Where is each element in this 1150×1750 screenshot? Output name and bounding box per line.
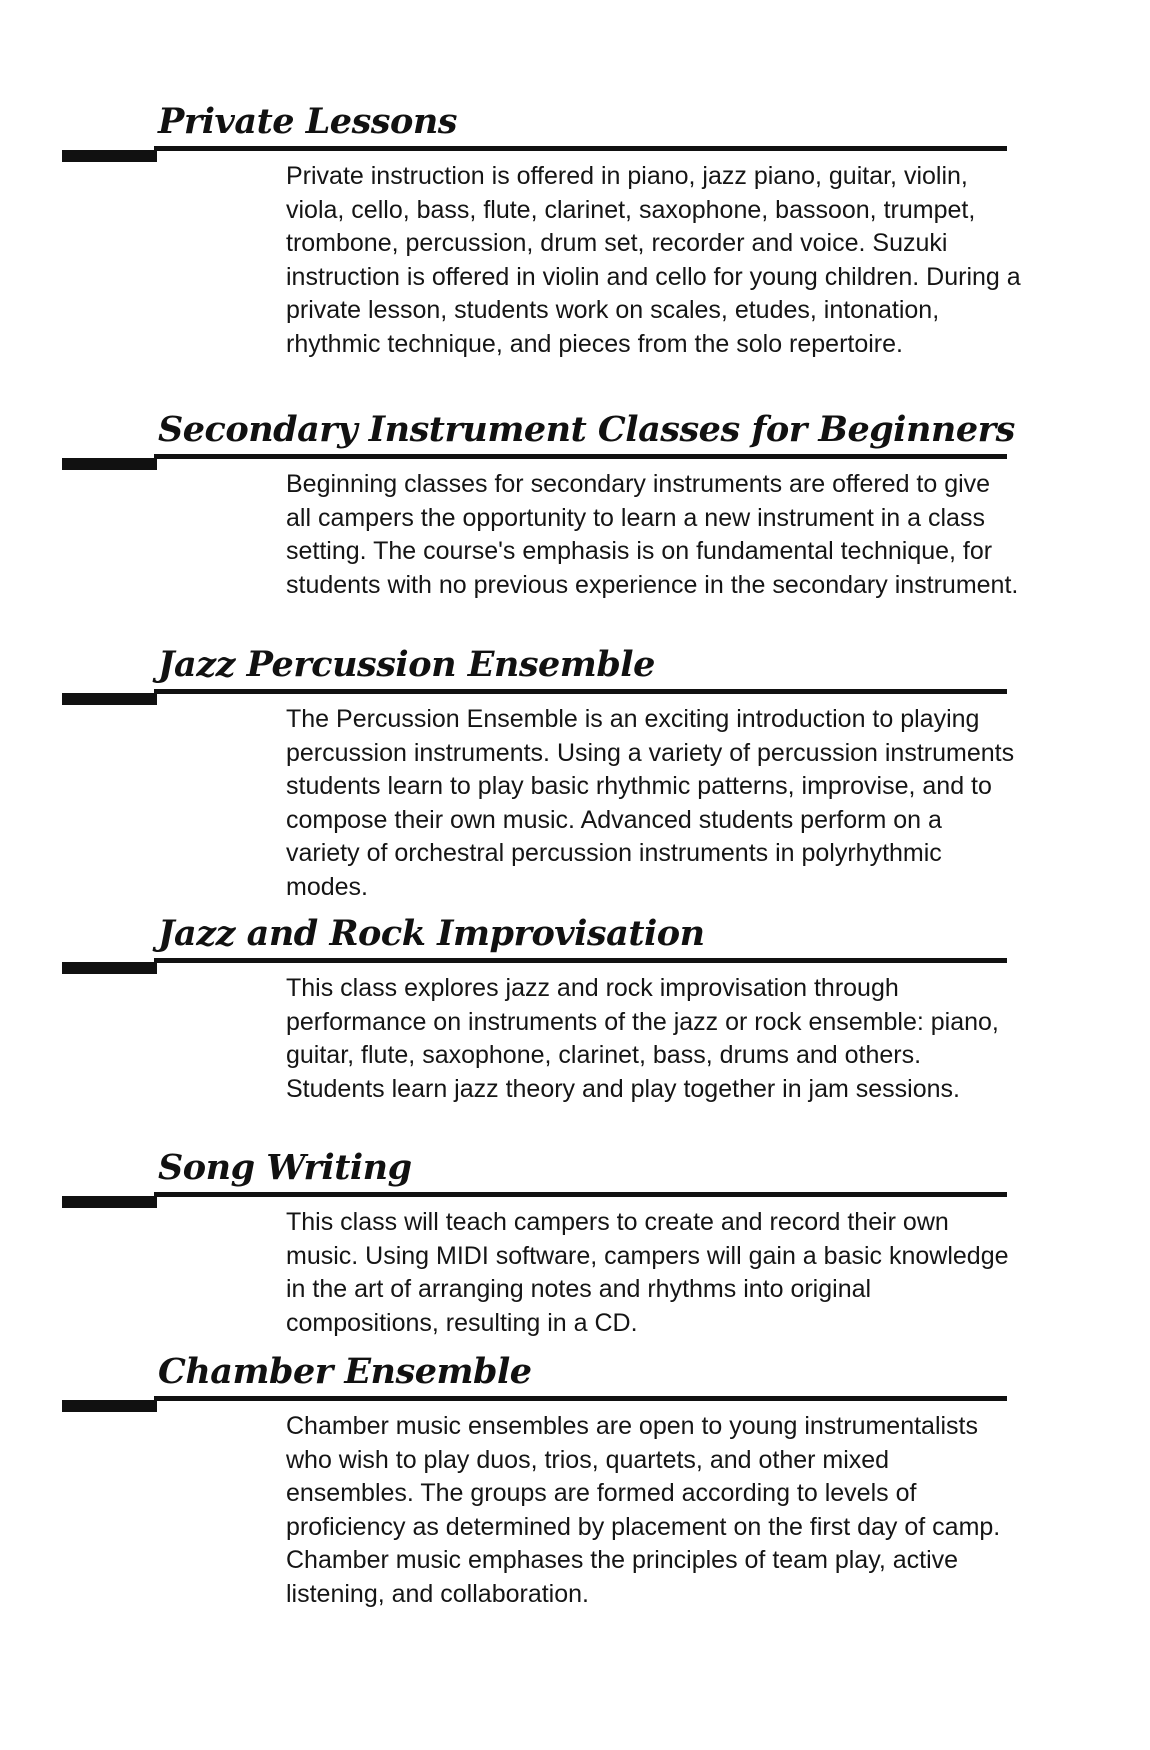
rule-tab bbox=[62, 458, 157, 470]
rule-line bbox=[154, 146, 1007, 151]
rule-line bbox=[154, 958, 1007, 963]
section-heading: Jazz Percussion Ensemble bbox=[158, 644, 655, 685]
section-heading: Chamber Ensemble bbox=[158, 1351, 532, 1392]
section-heading: Jazz and Rock Improvisation bbox=[158, 913, 705, 954]
rule-line bbox=[154, 689, 1007, 694]
section-body: The Percussion Ensemble is an exciting introduction to playing percussion instruments. Using a variety of percussion instruments students learn to play basic rhythmic patterns, improvise, and to compose their own music. Advanced students perform on a variety of orchestral percussion instruments in polyrhythmic modes. bbox=[286, 705, 1015, 901]
rule-line bbox=[154, 1192, 1007, 1197]
section-body: Private instruction is offered in piano, jazz piano, guitar, violin, viola, cello, bass, flute, clarinet, saxophone, bassoon, trumpet, trombone, percussion, drum set, recorder and voice. Suzuki instruction is offered in violin and cello for young children. During a private lesson, students work on scales, etudes, intonation, rhythmic technique, and pieces from the solo repertoire. bbox=[286, 162, 1021, 358]
section-body: Chamber music ensembles are open to young instrumentalists who wish to play duos, trios, quartets, and other mixed ensembles. The groups are formed according to levels of proficiency as determined by placement on the first day of camp. Chamber music emphases the principles of team play, active listening, and collaboration. bbox=[286, 1412, 1001, 1608]
section-body: This class explores jazz and rock improvisation through performance on instruments of the jazz or rock ensemble: piano, guitar, flute, saxophone, clarinet, bass, drums and others. Students learn jazz theory and play together in jam sessions. bbox=[286, 974, 999, 1103]
rule-tab bbox=[62, 962, 157, 974]
rule-line bbox=[154, 454, 1007, 459]
section-heading: Secondary Instrument Classes for Beginners bbox=[158, 409, 1015, 450]
section-heading: Song Writing bbox=[158, 1147, 412, 1188]
rule-tab bbox=[62, 1196, 157, 1208]
rule-tab bbox=[62, 150, 157, 162]
rule-tab bbox=[62, 693, 157, 705]
rule-tab bbox=[62, 1400, 157, 1412]
section-body: Beginning classes for secondary instruments are offered to give all campers the opportunity to learn a new instrument in a class setting. The course's emphasis is on fundamental technique, for students with no previous experience in the secondary instrument. bbox=[286, 470, 1019, 599]
section-heading: Private Lessons bbox=[158, 101, 457, 142]
section-body: This class will teach campers to create and record their own music. Using MIDI software, campers will gain a basic knowledge in the art of arranging notes and rhythms into original compositions, resulting in a CD. bbox=[286, 1208, 1009, 1337]
rule-line bbox=[154, 1396, 1007, 1401]
